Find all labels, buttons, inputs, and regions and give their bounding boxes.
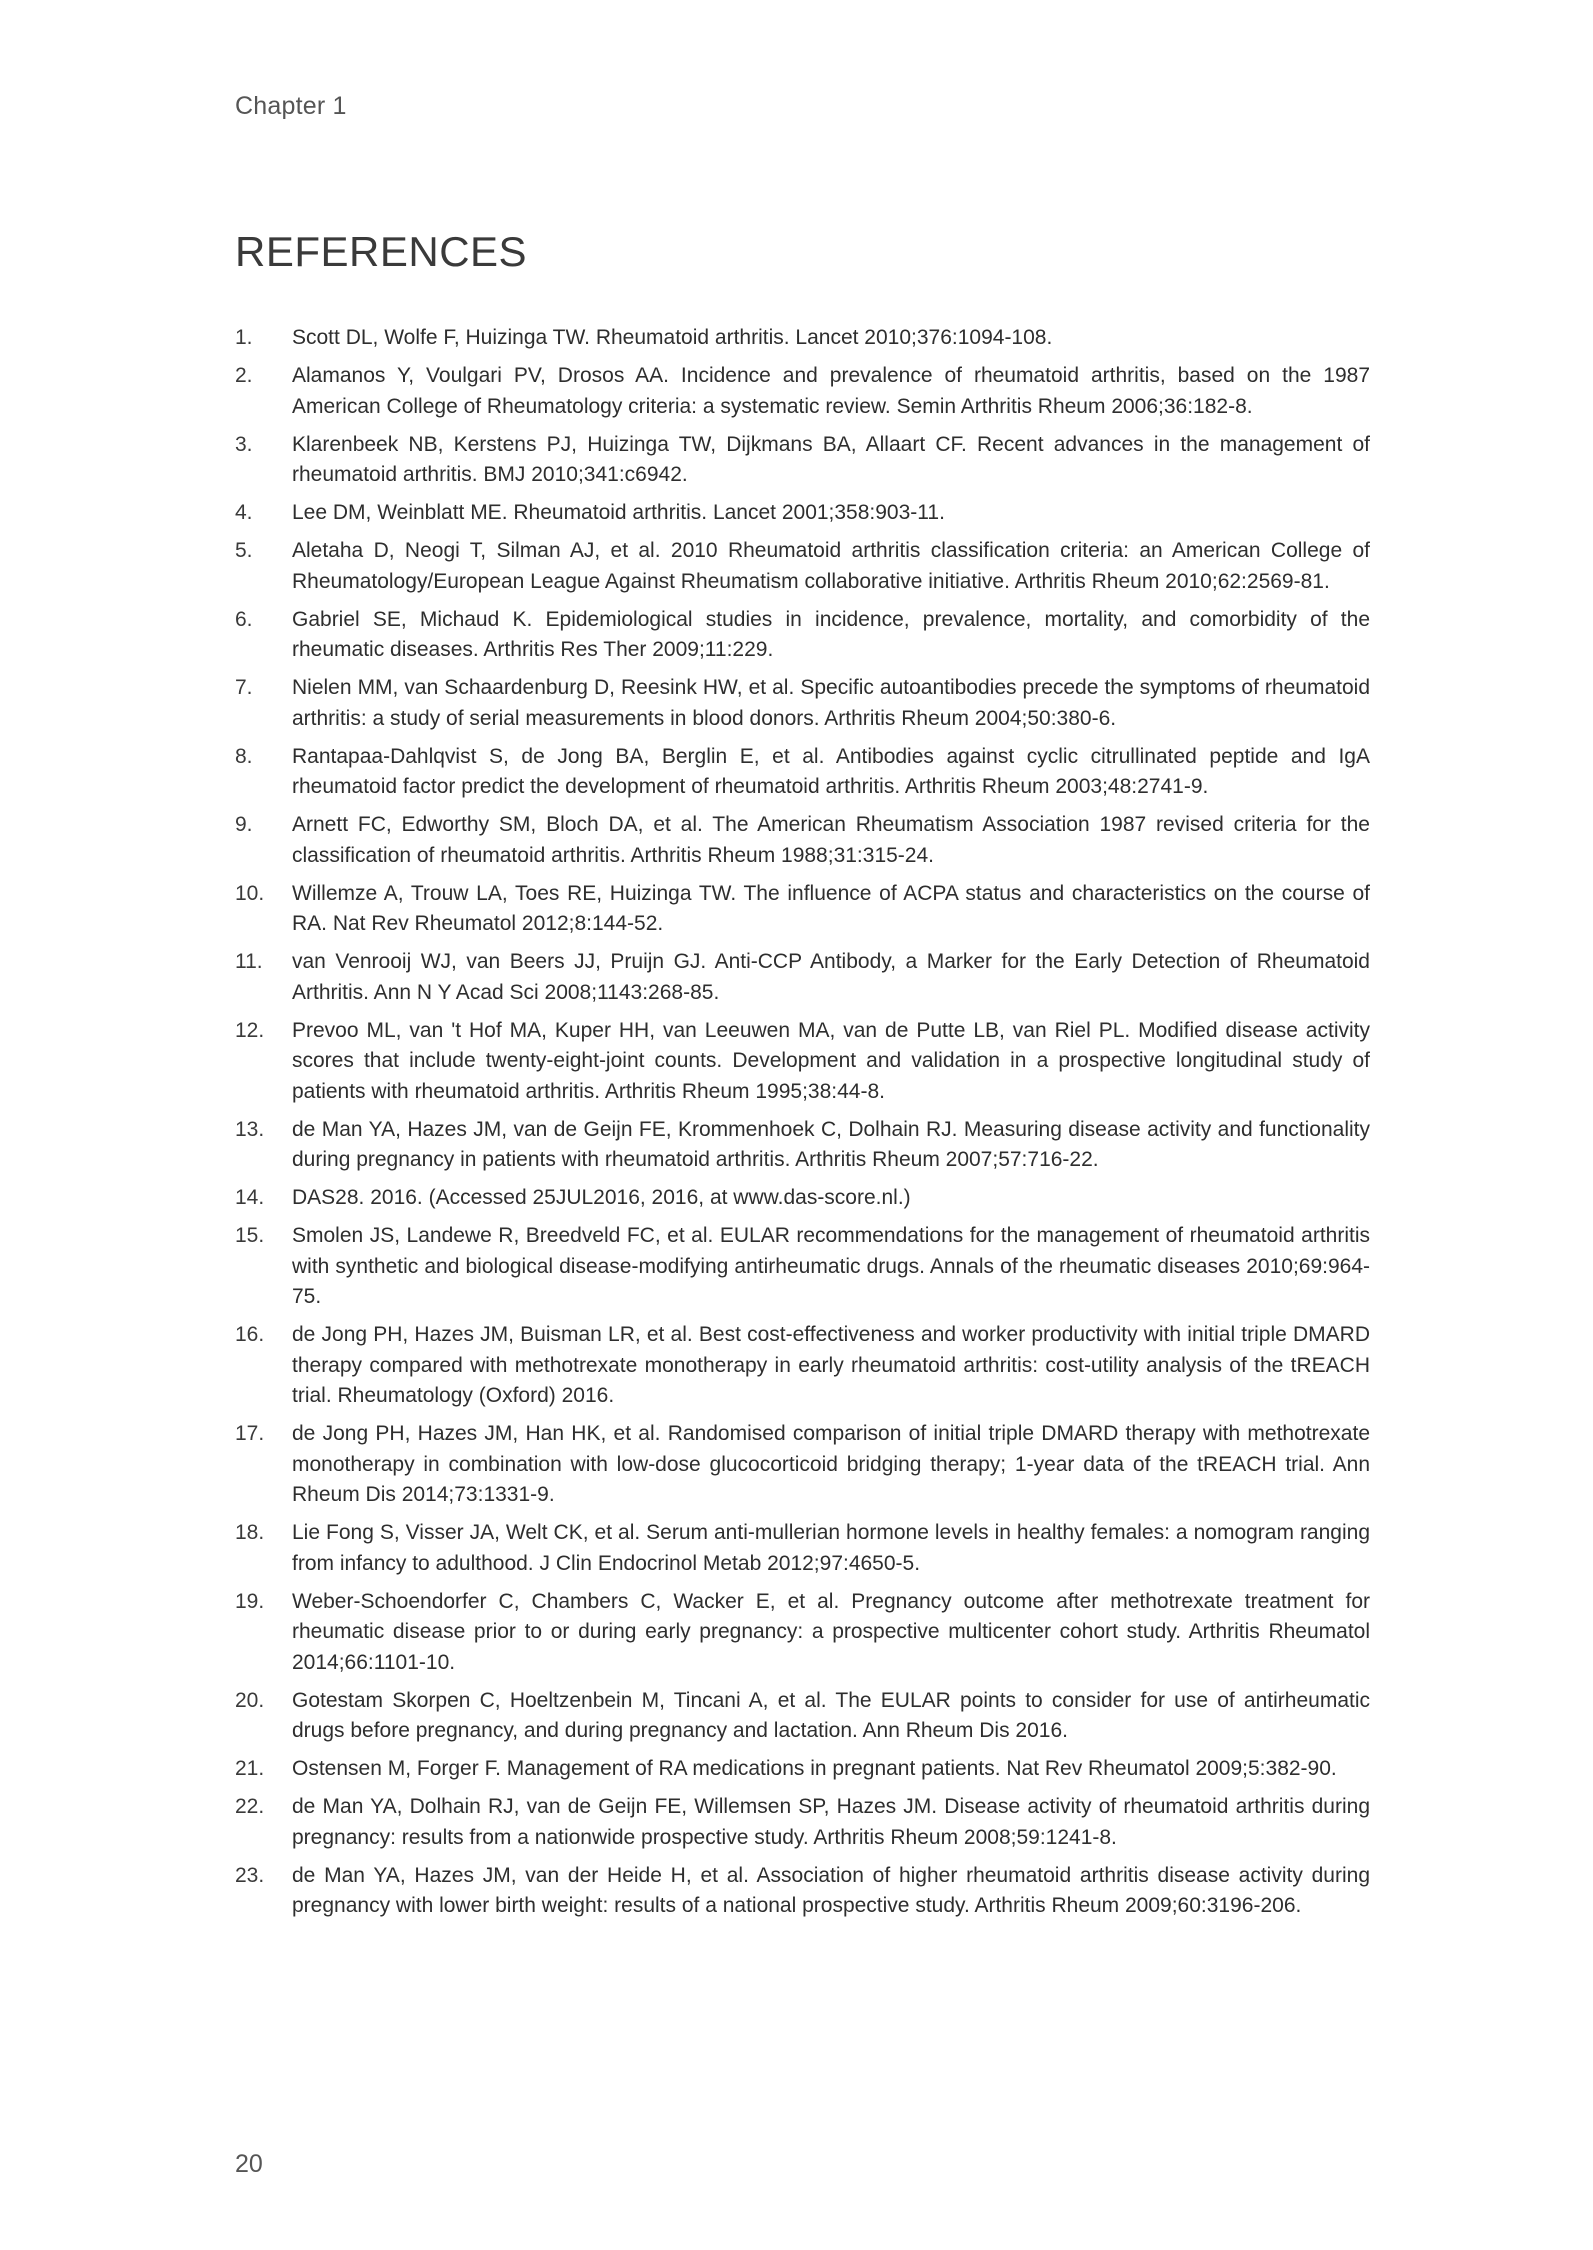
reference-item xyxy=(235,1183,1370,1214)
reference-item xyxy=(235,673,1370,734)
reference-item xyxy=(235,1419,1370,1511)
reference-item xyxy=(235,1518,1370,1579)
reference-text: Klarenbeek NB, Kerstens PJ, Huizinga TW, Dijkmans BA, Allaart CF. Recent advances in the management of rheumatoid arthritis. BMJ 2010;341:c6942. xyxy=(292,432,1370,486)
reference-item xyxy=(235,498,1370,529)
reference-number: 7. xyxy=(235,676,253,699)
reference-text: DAS28. 2016. (Accessed 25JUL2016, 2016, at www.das-score.nl.) xyxy=(292,1186,911,1209)
reference-item xyxy=(235,1115,1370,1176)
reference-number: 2. xyxy=(235,364,253,387)
reference-number: 8. xyxy=(235,744,253,768)
reference-number: 5. xyxy=(235,539,253,562)
reference-number: 11. xyxy=(235,950,263,973)
reference-number: 15. xyxy=(235,1224,265,1247)
reference-text: Lie Fong S, Visser JA, Welt CK, et al. Serum anti-mullerian hormone levels in healthy females: a nomogram ranging from infancy to adulthood. J Clin Endocrinol Metab 2012;97:4650-5. xyxy=(292,1521,1370,1575)
reference-text: de Jong PH, Hazes JM, Buisman LR, et al. Best cost-effectiveness and worker productivity with initial triple DMARD therapy compared with methotrexate monotherapy in early rheumatoid arthritis: cost-utility analysis of the tREACH trial. Rheumatology (Oxford) 2016. xyxy=(292,1323,1370,1407)
reference-text: Gotestam Skorpen C, Hoeltzenbein M, Tincani A, et al. The EULAR points to consider for use of antirheumatic drugs before pregnancy, and during pregnancy and lactation. Ann Rheum Dis 2016. xyxy=(292,1688,1370,1742)
reference-item xyxy=(235,1754,1370,1785)
reference-number: 16. xyxy=(235,1323,265,1346)
reference-number: 22. xyxy=(235,1795,265,1818)
reference-text: van Venrooij WJ, van Beers JJ, Pruijn GJ. Anti-CCP Antibody, a Marker for the Early Detection of Rheumatoid Arthritis. Ann N Y Acad Sci 2008;1143:268-85. xyxy=(292,950,1370,1004)
reference-item xyxy=(235,430,1370,491)
reference-text: Willemze A, Trouw LA, Toes RE, Huizinga TW. The influence of ACPA status and characteristics on the course of RA. Nat Rev Rheumatol 2012;8:144-52. xyxy=(292,881,1370,935)
reference-item xyxy=(235,1320,1370,1412)
reference-item xyxy=(235,536,1370,597)
reference-number: 23. xyxy=(235,1863,265,1887)
reference-text: de Man YA, Hazes JM, van der Heide H, et al. Association of higher rheumatoid arthritis disease activity during pregnancy with lower birth weight: results of a national prospective study. Arthritis Rheum 2009;60:3196-206. xyxy=(292,1863,1370,1917)
reference-number: 20. xyxy=(235,1688,265,1712)
reference-number: 14. xyxy=(235,1186,265,1209)
reference-number: 4. xyxy=(235,501,253,524)
reference-item xyxy=(235,1587,1370,1679)
page-number: 20 xyxy=(235,2150,263,2178)
reference-text: Scott DL, Wolfe F, Huizinga TW. Rheumatoid arthritis. Lancet 2010;376:1094-108. xyxy=(292,326,1053,349)
reference-item xyxy=(235,947,1370,1008)
reference-number: 10. xyxy=(235,881,265,905)
reference-text: Gabriel SE, Michaud K. Epidemiological studies in incidence, prevalence, mortality, and comorbidity of the rheumatic diseases. Arthritis Res Ther 2009;11:229. xyxy=(292,607,1370,661)
reference-number: 21. xyxy=(235,1757,265,1780)
reference-item xyxy=(235,1221,1370,1313)
reference-text: Prevoo ML, van 't Hof MA, Kuper HH, van Leeuwen MA, van de Putte LB, van Riel PL. Modified disease activity scores that include twenty-eight-joint counts. Development and validation in a prospective longitudinal study of patients with rheumatoid arthritis. Arthritis Rheum 1995;38:44-8. xyxy=(292,1018,1370,1103)
reference-text: Lee DM, Weinblatt ME. Rheumatoid arthritis. Lancet 2001;358:903-11. xyxy=(292,501,945,524)
reference-number: 9. xyxy=(235,813,253,836)
reference-item xyxy=(235,1686,1370,1747)
reference-item xyxy=(235,605,1370,666)
reference-text: de Jong PH, Hazes JM, Han HK, et al. Randomised comparison of initial triple DMARD therapy with methotrexate monotherapy in combination with low-dose glucocorticoid bridging therapy; 1-year data of the tREACH trial. Ann Rheum Dis 2014;73:1331-9. xyxy=(292,1422,1370,1506)
reference-text: Alamanos Y, Voulgari PV, Drosos AA. Incidence and prevalence of rheumatoid arthritis, based on the 1987 American College of Rheumatology criteria: a systematic review. Semin Arthritis Rheum 2006;36:182-8. xyxy=(292,364,1370,418)
reference-text: de Man YA, Dolhain RJ, van de Geijn FE, Willemsen SP, Hazes JM. Disease activity of rheumatoid arthritis during pregnancy: results from a nationwide prospective study. Arthritis Rheum 2008;59:1241-8. xyxy=(292,1795,1370,1849)
reference-number: 12. xyxy=(235,1018,265,1042)
reference-text: Ostensen M, Forger F. Management of RA medications in pregnant patients. Nat Rev Rheumatol 2009;5:382-90. xyxy=(292,1757,1337,1780)
reference-number: 17. xyxy=(235,1422,265,1445)
reference-number: 18. xyxy=(235,1521,265,1544)
reference-text: Smolen JS, Landewe R, Breedveld FC, et al. EULAR recommendations for the management of rheumatoid arthritis with synthetic and biological disease-modifying antirheumatic drugs. Annals of the rheumatic diseases 2010;69:964-75. xyxy=(292,1224,1370,1308)
reference-item xyxy=(235,1861,1370,1922)
reference-item xyxy=(235,1792,1370,1853)
reference-item xyxy=(235,323,1370,354)
reference-text: Nielen MM, van Schaardenburg D, Reesink HW, et al. Specific autoantibodies precede the symptoms of rheumatoid arthritis: a study of serial measurements in blood donors. Arthritis Rheum 2004;50:380-6. xyxy=(292,676,1370,730)
running-header: Chapter 1 xyxy=(235,92,347,120)
reference-text: Aletaha D, Neogi T, Silman AJ, et al. 2010 Rheumatoid arthritis classification criteria: an American College of Rheumatology/European League Against Rheumatism collaborative initiative. Arthritis Rheum 2010;62:2569-81. xyxy=(292,539,1370,593)
reference-text: Rantapaa-Dahlqvist S, de Jong BA, Berglin E, et al. Antibodies against cyclic citrullinated peptide and IgA rheumatoid factor predict the development of rheumatoid arthritis. Arthritis Rheum 2003;48:2741-9. xyxy=(292,744,1370,798)
reference-list xyxy=(235,323,1370,1929)
reference-item xyxy=(235,810,1370,871)
reference-item xyxy=(235,879,1370,940)
reference-number: 13. xyxy=(235,1117,265,1141)
reference-number: 19. xyxy=(235,1589,265,1613)
section-title: REFERENCES xyxy=(235,228,528,275)
reference-text: de Man YA, Hazes JM, van de Geijn FE, Krommenhoek C, Dolhain RJ. Measuring disease activity and functionality during pregnancy in patients with rheumatoid arthritis. Arthritis Rheum 2007;57:716-22. xyxy=(292,1117,1370,1171)
reference-text: Weber-Schoendorfer C, Chambers C, Wacker E, et al. Pregnancy outcome after methotrexate treatment for rheumatic disease prior to or during early pregnancy: a prospective multicenter cohort study. Arthritis Rheumatol 2014;66:1101-10. xyxy=(292,1589,1370,1674)
reference-item xyxy=(235,1016,1370,1108)
reference-number: 3. xyxy=(235,432,253,456)
reference-number: 1. xyxy=(235,326,253,349)
reference-number: 6. xyxy=(235,607,253,631)
reference-item xyxy=(235,361,1370,422)
reference-text: Arnett FC, Edworthy SM, Bloch DA, et al. The American Rheumatism Association 1987 revised criteria for the classification of rheumatoid arthritis. Arthritis Rheum 1988;31:315-24. xyxy=(292,813,1370,867)
reference-item xyxy=(235,742,1370,803)
